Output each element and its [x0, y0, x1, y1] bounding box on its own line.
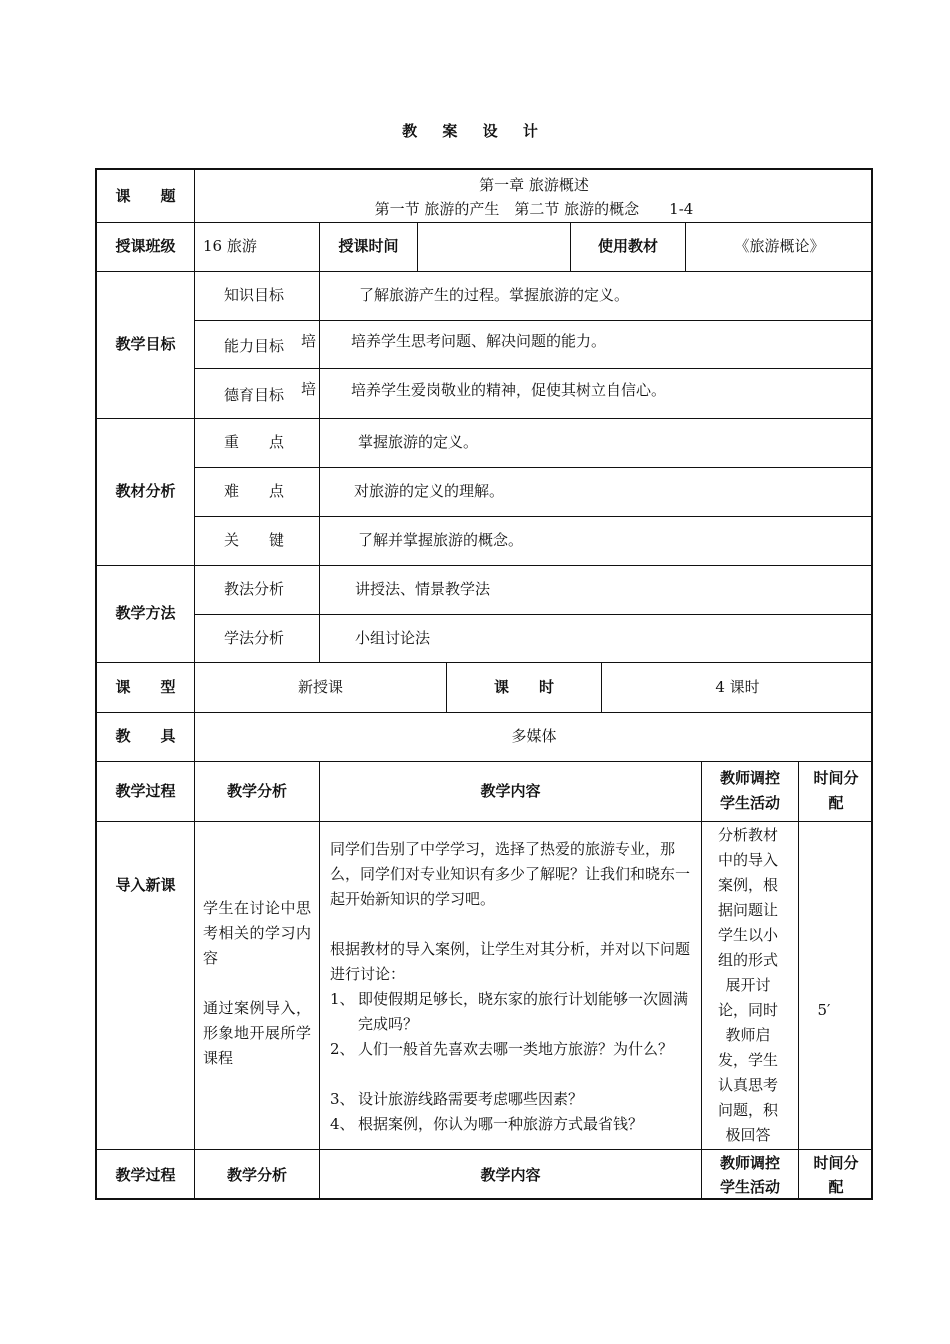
lesson-type-label: 课 型 [115, 677, 176, 696]
intro-content-para2: 根据教材的导入案例，让学生对其分析，并对以下问题进行讨论： [330, 940, 691, 983]
textbook-value: 《旅游概论》 [734, 237, 825, 255]
tools-value: 多媒体 [511, 727, 557, 745]
process-header-time: 时间分 [813, 1154, 859, 1172]
document-title: 教 案 设 计 [402, 122, 548, 140]
lesson-hours-label: 课 时 [493, 677, 554, 696]
material-item-name: 关 键 [224, 531, 285, 549]
objective-text: 培养学生爱岗敬业的精神，促使其树立自信心。 [351, 380, 667, 399]
process-header-activity: 教师调控 [719, 1154, 780, 1172]
process-header-activity: 学生活动 [719, 1178, 780, 1196]
process-header-stage: 教学过程 [115, 781, 176, 800]
process-header-time: 配 [828, 1178, 844, 1196]
topic-chapter: 第一章 旅游概述 [479, 175, 589, 194]
process-header-analysis: 教学分析 [226, 1165, 287, 1184]
objective-mark: 培 [301, 332, 317, 350]
process-header-time: 时间分 [813, 769, 859, 787]
question-number: 1、 [330, 990, 355, 1008]
intro-time: 5′ [817, 1001, 831, 1019]
textbook-label: 使用教材 [597, 237, 658, 255]
methods-label: 教学方法 [115, 604, 176, 622]
question-text: 根据案例，你认为哪一种旅游方式最省钱？ [358, 1115, 644, 1133]
time-label: 授课时间 [338, 237, 399, 255]
tools-label: 教 具 [115, 727, 176, 745]
method-text: 小组讨论法 [355, 628, 431, 647]
process-header-analysis: 教学分析 [226, 781, 287, 800]
material-label: 教材分析 [115, 482, 176, 500]
process-header-stage: 教学过程 [115, 1165, 176, 1184]
objective-name: 能力目标 [224, 336, 285, 355]
process-header-time: 配 [828, 794, 844, 812]
objective-name: 知识目标 [224, 286, 285, 304]
intro-activity: 分析教材中的导入案例，根据问题让学生以小组的形式展开讨论，同时教师启发，学生认真思考问题，积极回答 [717, 826, 778, 1144]
topic-sections: 第一节 旅游的产生 第二节 旅游的概念 1-4 [374, 199, 694, 218]
material-item-text: 对旅游的定义的理解。 [354, 482, 505, 500]
process-header-activity: 教师调控 [719, 769, 780, 787]
question-text: 设计旅游线路需要考虑哪些因素？ [358, 1090, 584, 1108]
method-name: 学法分析 [224, 628, 285, 647]
objective-name: 德育目标 [224, 385, 285, 404]
material-item-name: 重 点 [224, 433, 285, 451]
method-name: 教法分析 [224, 580, 285, 598]
time-value [418, 222, 570, 271]
method-text: 讲授法、情景教学法 [355, 580, 491, 598]
process-header-content: 教学内容 [480, 781, 541, 800]
objective-text: 培养学生思考问题、解决问题的能力。 [351, 331, 607, 350]
material-item-name: 难 点 [224, 482, 285, 500]
material-item-text: 掌握旅游的定义。 [358, 433, 479, 451]
process-header-content: 教学内容 [480, 1165, 541, 1184]
material-item-text: 了解并掌握旅游的概念。 [358, 531, 524, 549]
intro-analysis-1: 学生在讨论中思考相关的学习内容 [203, 899, 311, 967]
question-number: 4、 [330, 1115, 355, 1133]
question-number: 3、 [330, 1090, 355, 1108]
lesson-plan-table [95, 168, 873, 1200]
objective-mark: 培 [301, 380, 317, 398]
intro-content-para1: 同学们告别了中学学习，选择了热爱的旅游专业，那么，同学们对专业知识有多少了解呢？让我们和晓东一起开始新知识的学习吧。 [330, 840, 691, 908]
question-text: 即使假期足够长，晓东家的旅行计划能够一次圆满完成吗？ [358, 990, 689, 1033]
lesson-hours-value: 4 课时 [715, 677, 760, 696]
objectives-label: 教学目标 [115, 335, 176, 353]
lesson-type-value: 新授课 [297, 677, 343, 696]
intro-stage: 导入新课 [115, 876, 176, 894]
topic-label: 课 题 [115, 186, 176, 205]
class-value: 16 旅游 [203, 237, 257, 255]
intro-analysis-2: 通过案例导入，形象地开展所学课程 [203, 999, 311, 1067]
objective-text: 了解旅游产生的过程。掌握旅游的定义。 [359, 286, 630, 304]
class-label: 授课班级 [115, 237, 176, 255]
process-header-activity: 学生活动 [719, 794, 780, 812]
question-text: 人们一般首先喜欢去哪一类地方旅游？为什么？ [358, 1040, 674, 1058]
question-number: 2、 [330, 1040, 355, 1058]
